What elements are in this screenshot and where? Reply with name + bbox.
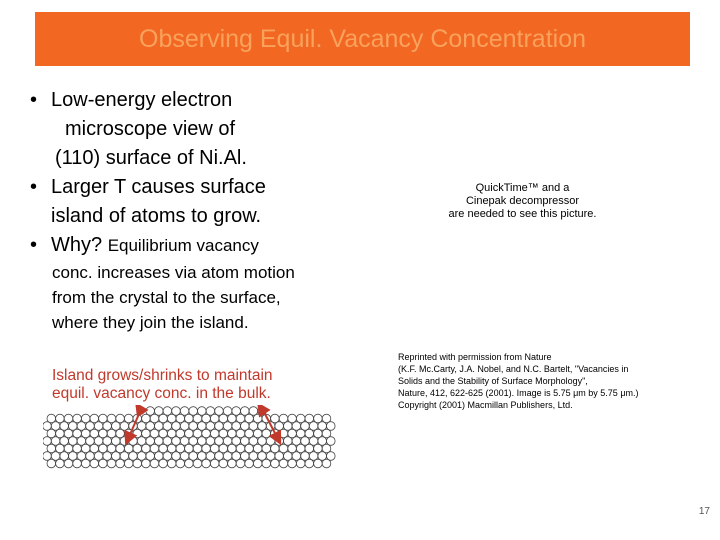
atom — [219, 459, 228, 468]
atom — [167, 459, 176, 468]
island-caption-line: Island grows/shrinks to maintain — [52, 367, 273, 384]
atom — [271, 459, 280, 468]
atom — [228, 459, 237, 468]
quicktime-line: QuickTime™ and a — [475, 182, 570, 194]
atom — [322, 459, 331, 468]
atom — [116, 459, 125, 468]
bullet-marker: • — [30, 176, 38, 198]
atom — [288, 459, 297, 468]
bullet-line: microscope view of — [65, 118, 236, 140]
bullet-line: island of atoms to grow. — [51, 205, 262, 227]
atom — [99, 459, 108, 468]
atom — [210, 459, 219, 468]
bullet-line: Low-energy electron — [51, 89, 233, 111]
atom — [150, 459, 159, 468]
atom — [253, 459, 262, 468]
title-bar — [35, 12, 690, 66]
atom — [236, 459, 245, 468]
atom — [142, 459, 151, 468]
reprint-line: Solids and the Stability of Surface Morphology", — [398, 376, 588, 386]
atom — [73, 459, 82, 468]
atom — [193, 459, 202, 468]
island-caption-line: equil. vacancy conc. in the bulk. — [52, 385, 271, 402]
atom — [107, 459, 116, 468]
bullet-line: Larger T causes surface — [51, 176, 266, 198]
atom — [159, 459, 168, 468]
bullet-marker: • — [30, 89, 38, 111]
atom — [296, 459, 305, 468]
atom — [124, 459, 133, 468]
quicktime-line: Cinepak decompressor — [465, 195, 580, 207]
reprint-notice — [398, 351, 678, 411]
atom — [262, 459, 271, 468]
atom — [305, 459, 314, 468]
atom — [202, 459, 211, 468]
reprint-line: Reprinted with permission from Nature — [398, 352, 552, 362]
atom — [279, 459, 288, 468]
bullet-line: (110) surface of Ni.Al. — [55, 147, 247, 169]
bullet-line — [51, 233, 259, 258]
quicktime-placeholder — [430, 182, 615, 221]
atom — [81, 459, 90, 468]
atom — [64, 459, 73, 468]
atom-grid — [43, 407, 335, 468]
bullet-marker: • — [30, 234, 38, 256]
atom — [314, 459, 323, 468]
reprint-line: (K.F. Mc.Carty, J.A. Nobel, and N.C. Bartelt, "Vacancies in — [398, 364, 629, 374]
reprint-line: Copyright (2001) Macmillan Publishers, Ltd. — [398, 400, 573, 410]
atom — [185, 459, 194, 468]
atom — [47, 459, 56, 468]
atom-lattice-diagram — [43, 405, 343, 470]
bullet-line: where they join the island. — [52, 313, 249, 332]
arrow-left-up — [139, 408, 143, 414]
slide-title: Observing Equil. Vacancy Concentration — [139, 25, 586, 53]
atom — [90, 459, 99, 468]
quicktime-line: are needed to see this picture. — [448, 208, 597, 220]
atom — [56, 459, 65, 468]
bullet-lead: Why? — [51, 234, 103, 256]
atom — [245, 459, 254, 468]
page-number: 17 — [698, 506, 710, 517]
bullet-lead-rest: Equilibrium vacancy — [107, 236, 259, 255]
atom — [176, 459, 185, 468]
reprint-line: Nature, 412, 622-625 (2001). Image is 5.75 μm by 5.75 μm.) — [398, 388, 639, 398]
island-caption — [52, 367, 273, 403]
bullet-line: from the crystal to the surface, — [52, 288, 281, 307]
bullet-line: conc. increases via atom motion — [52, 263, 295, 282]
atom — [133, 459, 142, 468]
